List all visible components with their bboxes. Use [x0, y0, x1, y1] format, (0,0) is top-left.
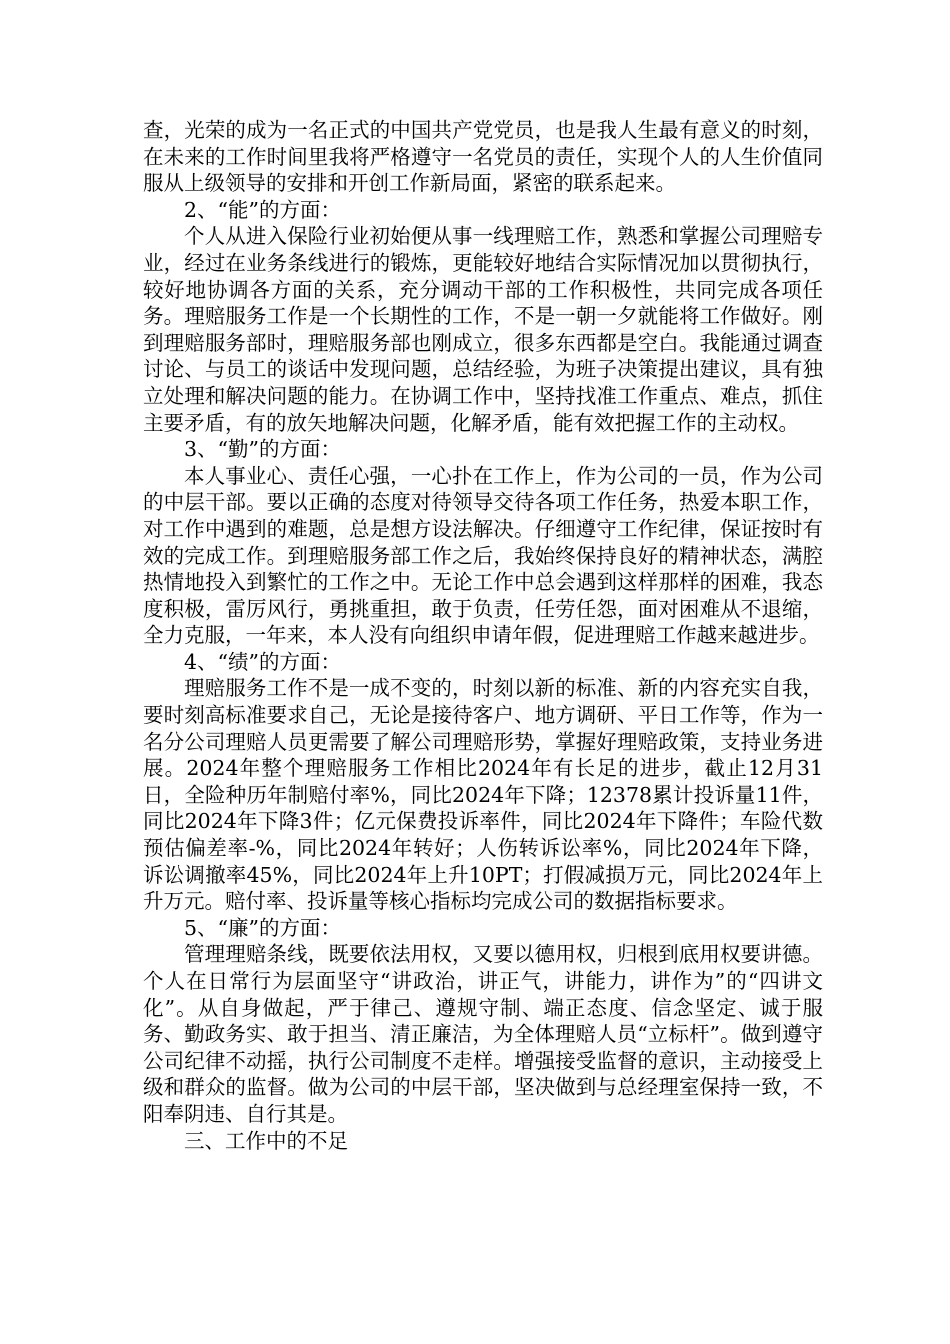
paragraph-neng: 个人从进入保险行业初始便从事一线理赔工作，熟悉和掌握公司理赔专业，经过在业务条线进行的锻炼，更能较好地结合实际情况加以贯彻执行，较好地协调各方面的关系，充分调动干部的工作积极性，共同完成各项任务。理赔服务工作是一个长期性的工作，不是一朝一夕就能将工作做好。刚到理赔服务部时，理赔服务部也刚成立，很多东西都是空白。我能通过调查讨论、与员工的谈话中发现问题，总结经验，为班子决策提出建议，具有独立处理和解决问题的能力。在协调工作中，坚持找准工作重点、难点，抓住主要矛盾，有的放矢地解决问题，化解矛盾，能有效把握工作的主动权。: [143, 224, 823, 435]
section-heading-ji: 4、“绩”的方面：: [184, 649, 342, 674]
section-heading-shortcomings: 三、工作中的不足: [184, 1128, 348, 1153]
paragraph-qin: 本人事业心、责任心强，一心扑在工作上，作为公司的一员，作为公司的中层干部。要以正确的态度对待领导交待各项工作任务，热爱本职工作，对工作中遇到的难题，总是想方设法解决。仔细遵守工作纪律，保证按时有效的完成工作。到理赔服务部工作之后，我始终保持良好的精神状态，满腔热情地投入到繁忙的工作之中。无论工作中总会遇到这样那样的困难，我态度积极，雷厉风行，勇挑重担，敢于负责，任劳任怨，面对困难从不退缩，全力克服，一年来，本人没有向组织申请年假，促进理赔工作越来越进步。: [143, 463, 823, 648]
section-heading-qin: 3、“勤”的方面：: [184, 437, 342, 462]
section-heading-neng: 2、“能”的方面：: [184, 197, 342, 222]
paragraph-continuation: 查，光荣的成为一名正式的中国共产党党员，也是我人生最有意义的时刻，在未来的工作时间里我将严格遵守一名党员的责任，实现个人的人生价值同服从上级领导的安排和开创工作新局面，紧密的联系起来。: [143, 118, 823, 196]
paragraph-lian: 管理理赔条线，既要依法用权，又要以德用权，归根到底用权要讲德。个人在日常行为层面坚守“讲政治，讲正气，讲能力，讲作为”的“四讲文化”。从自身做起，严于律己、遵规守制、端正态度、信念坚定、诚于服务、勤政务实、敢于担当、清正廉洁，为全体理赔人员“立标杆”。做到遵守公司纪律不动摇，执行公司制度不走样。增强接受监督的意识，主动接受上级和群众的监督。做为公司的中层干部，坚决做到与总经理室保持一致，不阳奉阴违、自行其是。: [143, 942, 823, 1126]
document-body: [143, 117, 823, 1154]
paragraph-ji: 理赔服务工作不是一成不变的，时刻以新的标准、新的内容充实自我，要时刻高标准要求自己，无论是接待客户、地方调研、平日工作等，作为一名分公司理赔人员更需要了解公司理赔形势，掌握好理赔政策，支持业务进展。2024年整个理赔服务工作相比2024年有长足的进步，截止12月31日，全险种历年制赔付率%，同比2024年下降；12378累计投诉量11件，同比2024年下降3件；亿元保费投诉率件，同比2024年下降件；车险代数预估偏差率-%，同比2024年转好；人伤转诉讼率%，同比2024年下降，诉讼调撤率45%，同比2024年上升10PT；打假减损万元，同比2024年上升万元。赔付率、投诉量等核心指标均完成公司的数据指标要求。: [143, 676, 823, 914]
section-heading-lian: 5、“廉”的方面：: [184, 915, 342, 940]
